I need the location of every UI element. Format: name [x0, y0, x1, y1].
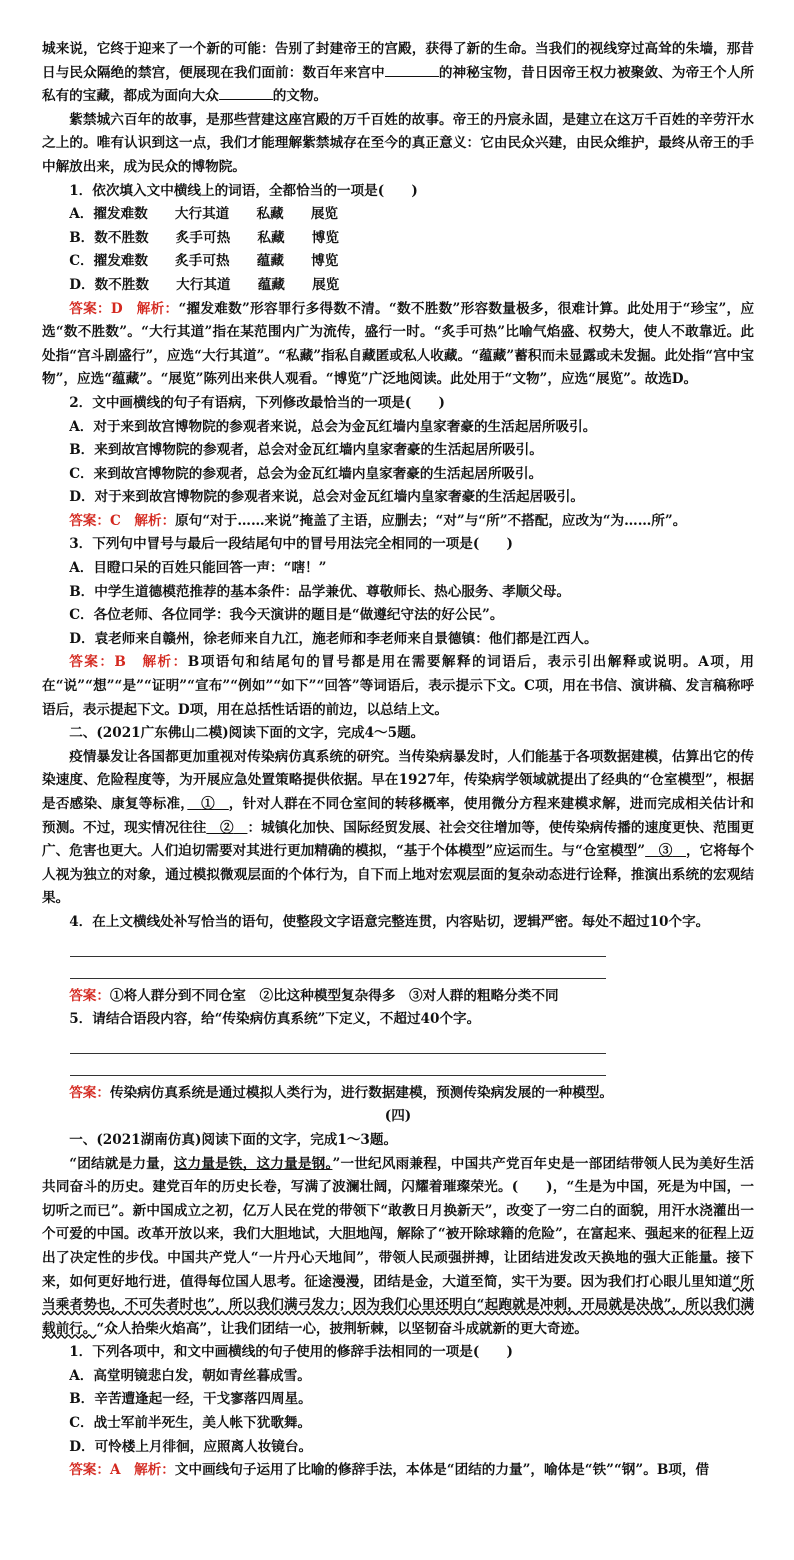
analysis-label: 解析： [142, 654, 188, 671]
passage-text: ”一世纪风雨兼程，中国共产党百年史是一部团结带领人民为美好生活共同奋斗的历史。建党百年的历史长卷，写满了波澜壮阔，闪耀着璀璨荣光。( )，“生是为中国，死是为中国，一切听之而已”。新中国成立之初，亿万人民在党的带领下“敢教日月换新天”，改变了一穷二白的面貌，用汗水浇灌出一个可爱的中国。改革开放以来，我们大胆地试，大胆地闯，解除了“被开除球籍的危险”，在富起来、强起来的征程上迈出了决定性的步伐。中国共产党人“一片丹心天地间”，带领人民顽强拼搏，让团结进发改天换地的强大正能量。接下来，如何更好地行进，值得每位国人思考。征途漫漫，团结是金，大道至简，实干为要。因为我们打心眼儿里知道 [42, 1155, 754, 1290]
option-d: D．袁老师来自赣州，徐老师来自九江，施老师和李老师来自景德镇：他们都是江西人。 [69, 630, 598, 647]
answer-block [42, 985, 754, 1009]
answer-label: 答案： [69, 654, 115, 671]
section-heading: 二、(2021广东佛山二模)阅读下面的文字，完成4～5题。 [69, 725, 425, 742]
analysis-text: 文中画线句子运用了比喻的修辞手法，本体是“团结的力量”，喻体是“铁”“钢”。B项，借 [174, 1462, 710, 1479]
answer-block [42, 1082, 754, 1106]
blank-number: ① [201, 796, 215, 812]
passage-text: 的文物。 [272, 88, 328, 105]
answer-block [42, 298, 754, 392]
option-c: C．来到故宫博物院的参观者，总会为金瓦红墙内皇家奢豪的生活起居所吸引。 [69, 465, 543, 482]
numbered-blank [187, 796, 228, 812]
underlined-sentence: 这力量是铁，这力量是钢。 [173, 1155, 333, 1172]
blank-number: ② [220, 819, 234, 836]
answer-key: C [109, 512, 121, 529]
passage-paragraph [42, 1153, 754, 1342]
passage-text: ，它将每个人视为独立的对象，通过模拟微观层面的个体行为，自下而上地对宏观层面的复杂动态进行诠释，推演出系统的宏观结果。 [42, 843, 755, 907]
question-stem: 4．在上文横线处补写恰当的语句，使整段文字语意完整连贯，内容贴切，逻辑严密。每处不超过10个字。 [69, 913, 710, 930]
wavy-underlined-sentence: “所当乘者势也，不可失者时也”，所以我们满弓发力；因为我们心里还明白“起跑就是冲刺，开局就是决战”，所以我们满载前行。 [42, 1273, 755, 1337]
answer-text: 传染病仿真系统是通过模拟人类行为，进行数据建模，预测传染病发展的一种模型。 [109, 1084, 613, 1101]
fill-blank [385, 62, 439, 77]
answer-key: B [114, 654, 126, 671]
numbered-blank [206, 820, 247, 836]
option-a: A．高堂明镜悲白发，朝如青丝暮成雪。 [69, 1367, 311, 1384]
analysis-label: 解析： [134, 1462, 175, 1479]
passage-text: “团结就是力量， [69, 1155, 174, 1172]
passage-text: “众人拾柴火焰高”，让我们团结一心，披荆斩棘，以坚韧奋斗成就新的更大奇迹。 [96, 1320, 588, 1337]
analysis-text: “擢发难数”形容罪行多得数不清。“数不胜数”形容数量极多，很难计算。此处用于“珍宝”，应选“数不胜数”。“大行其道”指在某范围内广为流传，盛行一时。“炙手可热”比喻气焰盛、权势大，使人不敢靠近。此处指“宫斗剧盛行”，应选“大行其道”。“私藏”指私自藏匿或私人收藏。“蕴藏”蓄积而未显露或未发掘。此处指“宫中宝物”，应选“蕴藏”。“展览”陈列出来供人观看。“博览”广泛地阅读。此处用于“文物”，应选“展览”。故选D。 [42, 300, 755, 388]
fill-blank [219, 85, 273, 100]
section-title: (四) [384, 1108, 412, 1125]
analysis-text: 原句“对于……来说”掩盖了主语，应删去；“对”与“所”不搭配，应改为“为……所”。 [175, 512, 687, 529]
passage-text: ，针对人群在不同仓室间的转移概率，使用微分方程来建模求解，进而完成相关估计和预测。不过，现实情况往往 [42, 796, 755, 836]
question-stem: 1．依次填入文中横线上的词语，全都恰当的一项是( ) [69, 182, 418, 199]
option-d: D．数不胜数 大行其道 蕴藏 展览 [69, 276, 340, 293]
answer-line [70, 935, 606, 957]
option-b: B．来到故宫博物院的参观者，总会对金瓦红墙内皇家奢豪的生活起居所吸引。 [69, 442, 543, 459]
answer-label: 答案： [69, 1462, 110, 1479]
option-a: A．对于来到故宫博物院的参观者来说，总会为金瓦红墙内皇家奢豪的生活起居所吸引。 [69, 418, 597, 435]
option-b: B．辛苦遭逢起一经，干戈寥落四周星。 [69, 1391, 312, 1408]
passage-text: 城来说，它终于迎来了一个新的可能：告别了封建帝王的宫殿，获得了新的生命。当我们的视线穿过高耸的朱墙，那昔日与民众隔绝的禁宫，便展现在我们面前：数百年来宫中 [42, 41, 754, 81]
option-c: C．擢发难数 炙手可热 蕴藏 博览 [69, 253, 339, 270]
answer-text: ①将人群分到不同仓室 ②比这种模型复杂得多 ③对人群的粗略分类不同 [109, 987, 559, 1004]
blank-number: ③ [658, 843, 673, 860]
option-b: B．中学生道德模范推荐的基本条件：品学兼优、尊敬师长、热心服务、孝顺父母。 [69, 583, 571, 600]
passage-text: ：城镇化加快、国际经贸发展、社会交往增加等，使传染病传播的速度更快、范围更广、危害也更大。人们迫切需要对其进行更加精确的模拟，“基于个体模型”应运而生。与“仓室模型” [42, 819, 755, 860]
passage-paragraph [42, 746, 754, 911]
question-stem: 2．文中画横线的句子有语病，下列修改最恰当的一项是( ) [69, 394, 445, 411]
passage-text: 疫情暴发让各国都更加重视对传染病仿真系统的研究。当传染病暴发时，人们能基于各项数据建模，估算出它的传染速度、危险程度等，为开展应急处置策略提供依据。早在1927年，传染病学领域就提出了经典的“仓室模型”，根据是否感染、康复等标准， [42, 748, 754, 812]
option-c: C．战士军前半死生，美人帐下犹歌舞。 [69, 1415, 312, 1432]
answer-label: 答案： [69, 1084, 110, 1101]
option-b: B．数不胜数 炙手可热 私藏 博览 [69, 229, 339, 246]
option-d: D．可怜楼上月徘徊，应照离人妆镜台。 [69, 1438, 313, 1455]
answer-label: 答案： [69, 300, 111, 317]
option-a: A．擢发难数 大行其道 私藏 展览 [69, 206, 339, 223]
passage-paragraph: 紫禁城六百年的故事，是那些营建这座宫殿的万千百姓的故事。帝王的丹宸永固，是建立在这万千百姓的辛劳汗水之上的。唯有认识到这一点，我们才能理解紫禁城存在至今的真正意义：它由民众兴建，由民众维护，最终从帝王的手中解放出来，成为民众的博物院。 [42, 111, 754, 175]
answer-block [42, 651, 754, 722]
question-stem: 1．下列各项中，和文中画横线的句子使用的修辞手法相同的一项是( ) [69, 1344, 513, 1361]
answer-line [70, 1054, 606, 1076]
answer-line [70, 957, 606, 979]
option-c: C．各位老师、各位同学：我今天演讲的题目是“做遵纪守法的好公民”。 [69, 607, 504, 624]
question-stem: 5．请结合语段内容，给“传染病仿真系统”下定义，不超过40个字。 [69, 1011, 481, 1028]
question-stem: 3．下列句中冒号与最后一段结尾句中的冒号用法完全相同的一项是( ) [69, 536, 513, 553]
answer-block [42, 1459, 754, 1483]
answer-line [70, 1032, 606, 1054]
passage-text: 的神秘宝物，昔日因帝王权力被聚敛、为帝王个人所私有的宝藏，都成为面向大众 [42, 64, 755, 105]
option-a: A．目瞪口呆的百姓只能回答一声：“嗐！” [69, 560, 327, 577]
answer-block [42, 510, 754, 534]
analysis-label: 解析： [134, 512, 176, 529]
answer-label: 答案： [69, 987, 110, 1004]
option-d: D．对于来到故宫博物院的参观者来说，总会对金瓦红墙内皇家奢豪的生活起居吸引。 [69, 489, 584, 506]
answer-label: 答案： [69, 512, 110, 529]
section-heading: 一、(2021湖南仿真)阅读下面的文字，完成1～3题。 [69, 1131, 398, 1148]
answer-key: A [109, 1462, 121, 1479]
analysis-text: B项语句和结尾句的冒号都是用在需要解释的词语后，表示引出解释或说明。A项，用在“说”“想”“是”“证明”“宣布”“例如”“如下”“回答”等词语后，表示提示下文。C项，用在书信、演讲稿、发言稿称呼语后，表示提起下文。D项，用在总括性话语的前边，以总结上文。 [42, 654, 754, 718]
numbered-blank [645, 843, 686, 859]
analysis-label: 解析： [136, 300, 179, 317]
passage-paragraph [42, 38, 754, 109]
answer-key: D [110, 300, 123, 317]
